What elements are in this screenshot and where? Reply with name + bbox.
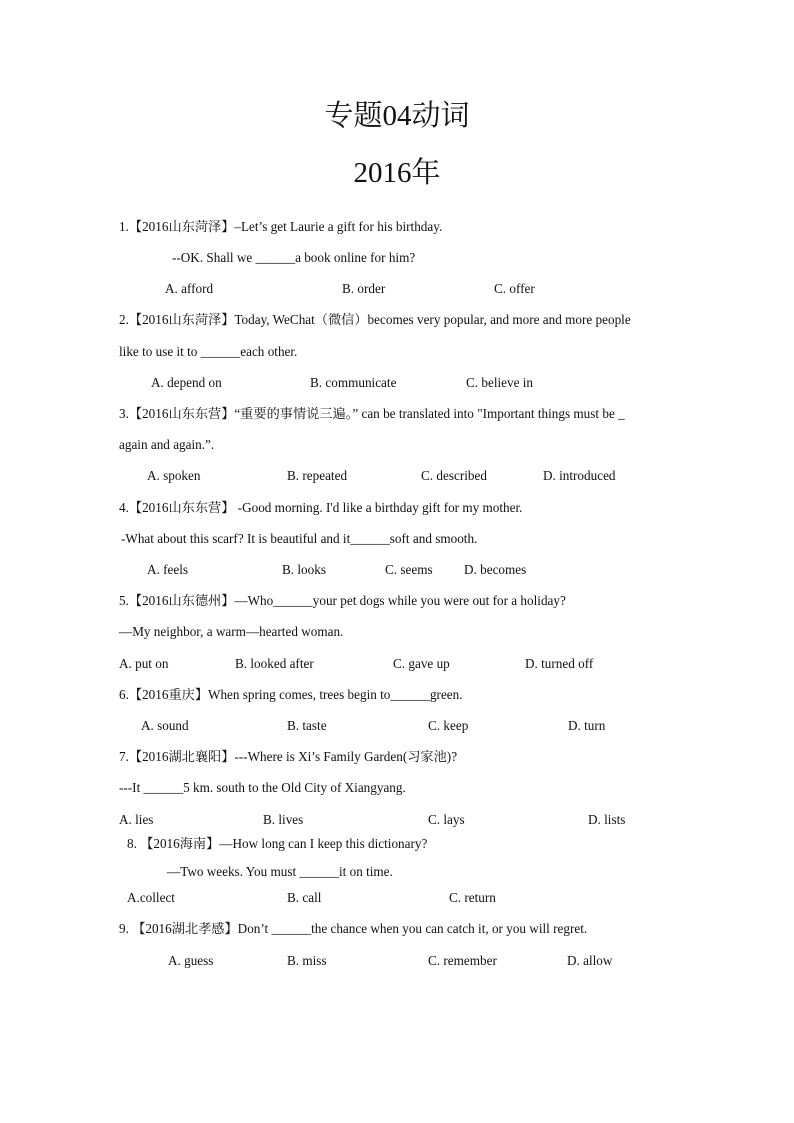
option-d: D. allow [567, 953, 613, 968]
option-a: A. feels [147, 562, 189, 577]
option-b: B. order [342, 281, 386, 296]
option-b: B. repeated [287, 468, 348, 483]
option-c: C. keep [428, 718, 469, 733]
question-line: --OK. Shall we ______a book online for him? [172, 250, 416, 265]
option-b: B. looked after [235, 656, 314, 671]
option-c: C. described [421, 468, 487, 483]
option-a: A. spoken [147, 468, 201, 483]
question-stem: 4.【2016山东东营】 -Good morning. I'd like a birthday gift for my mother. [119, 500, 523, 515]
question-line: —My neighbor, a warm—hearted woman. [119, 624, 344, 639]
option-a: A. sound [141, 718, 189, 733]
option-b: B. taste [287, 718, 327, 733]
option-c: C. gave up [393, 656, 450, 671]
question-stem: 6.【2016重庆】When spring comes, trees begin to______green. [119, 687, 463, 702]
option-d: D. introduced [543, 468, 616, 483]
option-b: B. call [287, 890, 322, 905]
question-line: like to use it to ______each other. [119, 344, 298, 359]
option-d: D. lists [588, 812, 626, 827]
option-b: B. miss [287, 953, 327, 968]
question-stem: 1.【2016山东菏泽】–Let’s get Laurie a gift for his birthday. [119, 219, 443, 234]
option-a: A.collect [127, 890, 175, 905]
option-b: B. looks [282, 562, 326, 577]
question-line: -What about this scarf? It is beautiful and it______soft and smooth. [121, 531, 478, 546]
question-line: ---It ______5 km. south to the Old City of Xiangyang. [119, 780, 406, 795]
option-d: D. turned off [525, 656, 594, 671]
option-b: B. lives [263, 812, 304, 827]
option-d: D. becomes [464, 562, 527, 577]
question-line: again and again.”. [119, 437, 215, 452]
option-b: B. communicate [310, 375, 397, 390]
question-stem: 3.【2016山东东营】“重要的事情说三遍。” can be translated into "Important things must be _ [119, 406, 625, 421]
option-d: D. turn [568, 718, 606, 733]
option-a: A. put on [119, 656, 169, 671]
question-stem: 8. 【2016海南】—How long can I keep this dictionary? [127, 836, 428, 851]
option-c: C. remember [428, 953, 497, 968]
question-stem: 5.【2016山东德州】—Who______your pet dogs while you were out for a holiday? [119, 593, 566, 608]
option-c: C. return [449, 890, 496, 905]
page-subtitle-year: 2016年 [353, 157, 441, 189]
page-title: 专题04动词 [324, 100, 470, 132]
option-c: C. seems [385, 562, 433, 577]
option-c: C. lays [428, 812, 465, 827]
question-line: —Two weeks. You must ______it on time. [167, 864, 393, 879]
option-c: C. believe in [466, 375, 534, 390]
question-stem: 7.【2016湖北襄阳】---Where is Xi’s Family Garden(习家池)? [119, 749, 458, 764]
question-stem: 2.【2016山东菏泽】Today, WeChat（微信）becomes very popular, and more and more people [119, 312, 631, 327]
option-c: C. offer [494, 281, 535, 296]
option-a: A. guess [168, 953, 214, 968]
option-a: A. lies [119, 812, 154, 827]
option-a: A. depend on [151, 375, 222, 390]
question-stem: 9. 【2016湖北孝感】Don’t ______the chance when you can catch it, or you will regret. [119, 921, 588, 936]
option-a: A. afford [165, 281, 214, 296]
